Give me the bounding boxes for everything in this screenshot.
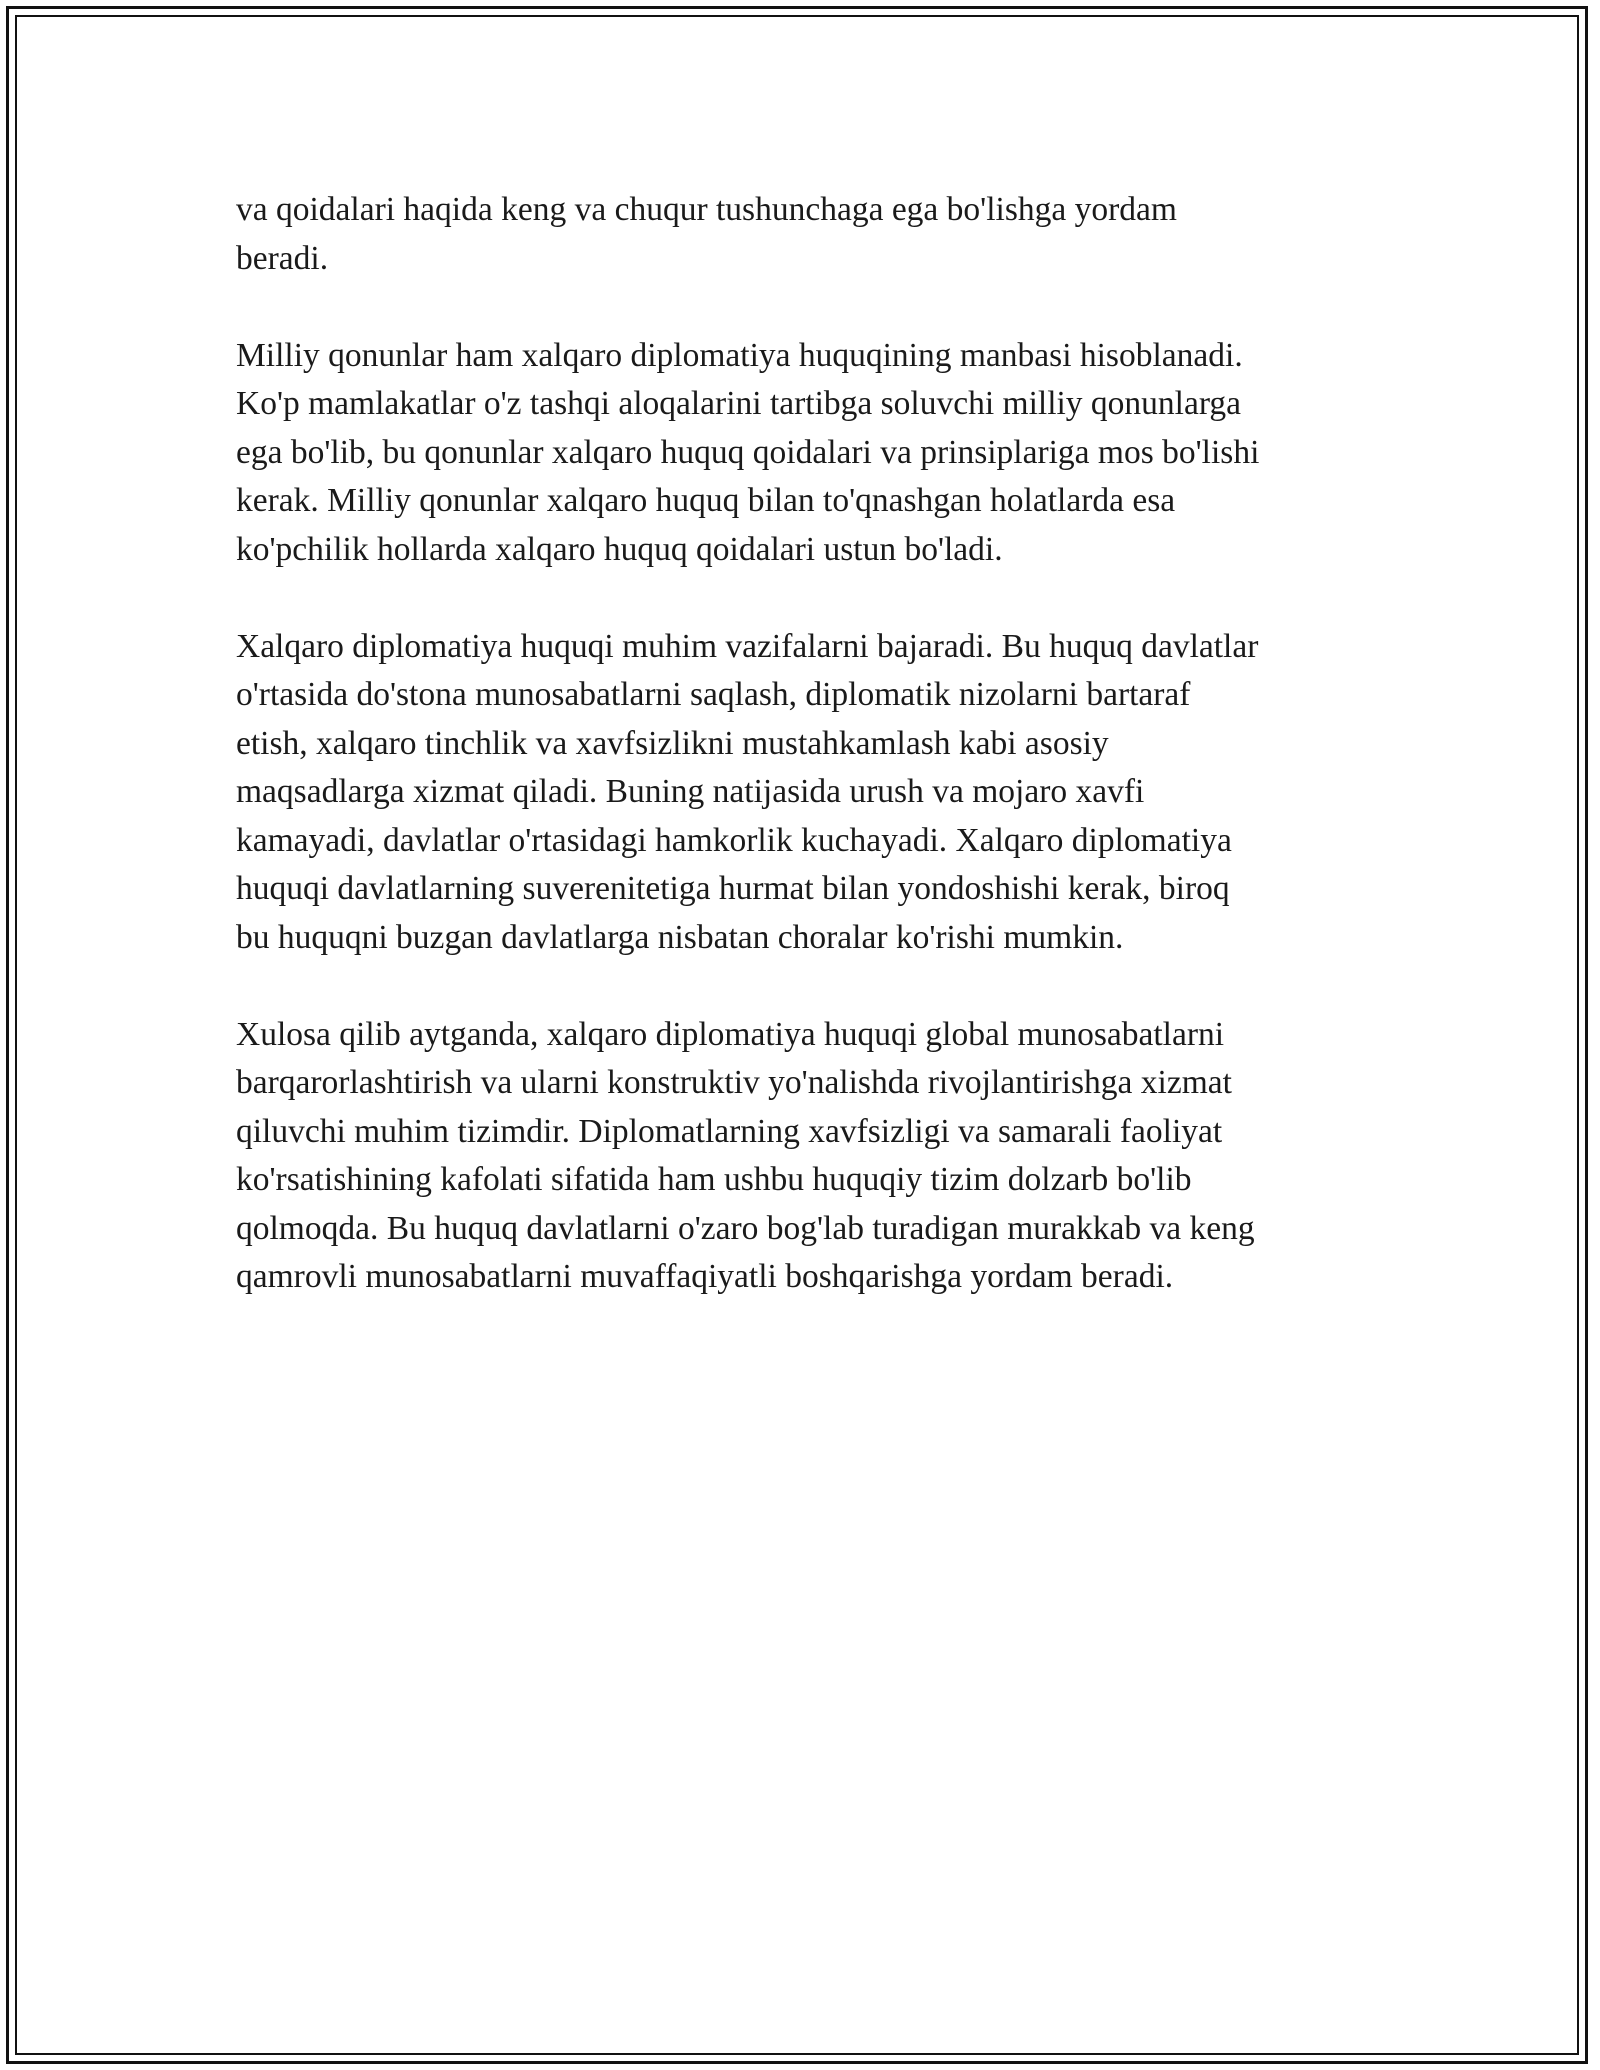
document-body <box>236 186 1376 1350</box>
paragraph-3: Xalqaro diplomatiya huquqi muhim vazifalarni bajaradi. Bu huquq davlatlar o'rtasida do'stona munosabatlarni saqlash, diplomatik nizolarni bartaraf etish, xalqaro tinchlik va xavfsizlikni mustahkamlash kabi asosiy maqsadlarga xizmat qiladi. Buning natijasida urush va mojaro xavfi kamayadi, davlatlar o'rtasidagi hamkorlik kuchayadi. Xalqaro diplomatiya huquqi davlatlarning suverenitetiga hurmat bilan yondoshishi kerak, biroq bu huquqni buzgan davlatlarga nisbatan choralar ko'rishi mumkin. <box>236 627 1259 956</box>
paragraph-1: va qoidalari haqida keng va chuqur tushunchaga ega bo'lishga yordam beradi. <box>236 191 1177 277</box>
paragraph-2: Milliy qonunlar ham xalqaro diplomatiya huquqining manbasi hisoblanadi. Ko'p mamlakatlar o'z tashqi aloqalarini tartibga soluvchi milliy qonunlarga ega bo'lib, bu qonunlar xalqaro huquq qoidalari va prinsiplariga mos bo'lishi kerak. Milliy qonunlar xalqaro huquq bilan to'qnashgan holatlarda esa ko'pchilik hollarda xalqaro huquq qoidalari ustun bo'ladi. <box>236 336 1260 568</box>
paragraph-4: Xulosa qilib aytganda, xalqaro diplomatiya huquqi global munosabatlarni barqarorlashtirish va ularni konstruktiv yo'nalishda rivojlantirishga xizmat qiluvchi muhim tizimdir. Diplomatlarning xavfsizligi va samarali faoliyat ko'rsatishining kafolati sifatida ham ushbu huquqiy tizim dolzarb bo'lib qolmoqda. Bu huquq davlatlarni o'zaro bog'lab turadigan murakkab va keng qamrovli munosabatlarni muvaffaqiyatli boshqarishga yordam beradi. <box>236 1015 1255 1295</box>
